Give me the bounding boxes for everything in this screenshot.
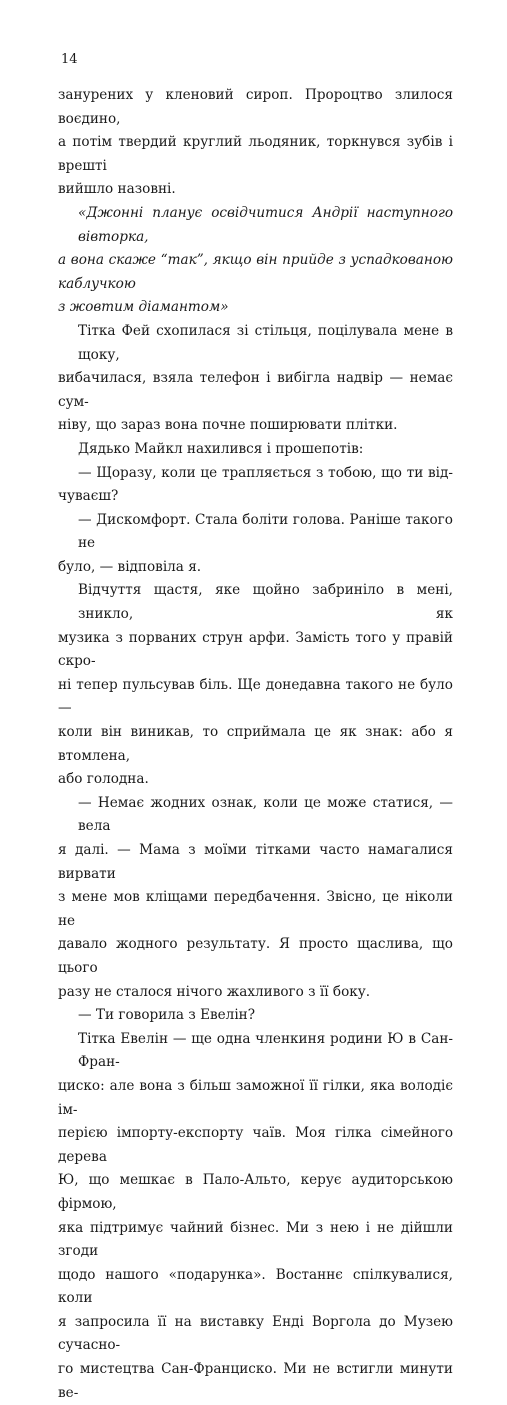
page-number: 14 <box>61 52 78 67</box>
text-line: а потім твердий круглий льодяник, торкнувся зубів і врешті <box>58 134 453 174</box>
text-line: вийшло назовні. <box>58 181 176 198</box>
text-line: було, — відповіла я. <box>58 558 202 575</box>
text-line: — Немає жодних ознак, коли це може статися, — вела <box>78 794 453 835</box>
text-line: з мене мов кліщами передбачення. Звісно, це ніколи не <box>58 889 453 929</box>
text-line: Тітка Фей схопилася зі стільця, поцілувала мене в щоку, <box>78 322 453 363</box>
text-line: циско: але вона з більш заможної її гілки, яка володіє ім- <box>58 1077 453 1118</box>
text-line: або голодна. <box>58 771 149 788</box>
text-line: перією імпорту-експорту чаїв. Моя гілка сімейного дерева <box>58 1125 453 1165</box>
text-line: — Дискомфорт. Стала боліти голова. Раніше такого не <box>78 511 453 552</box>
text-line: — Щоразу, коли це трапляється з тобою, що ти від- <box>78 464 453 481</box>
text-line: Відчуття щастя, яке щойно забриніло в мені, зникло, як <box>78 582 453 623</box>
text-line: разу не сталося нічого жахливого з її боку. <box>58 983 371 1000</box>
text-line: Тітка Евелін — ще одна членкиня родини Ю в Сан-Фран- <box>78 1030 453 1071</box>
text-line: го мистецтва Сан-Франциско. Ми не встигли минути ве- <box>58 1361 453 1401</box>
text-line: Ю, що мешкає в Пало-Альто, керує аудиторською фірмою, <box>58 1172 453 1212</box>
text-line: вибачилася, взяла телефон і вибігла надвір — немає сум- <box>58 370 453 410</box>
text-line: Дядько Майкл нахилився і прошепотів: <box>78 440 364 457</box>
text-line: а вона скаже “так”, якщо він прийде з успадкованою каблучкою <box>58 252 453 292</box>
text-line: ні тепер пульсував біль. Ще донедавна такого не було — <box>58 676 453 717</box>
text-line: — Ти говорила з Евелін? <box>78 1007 256 1024</box>
text-line: «Джонні планує освідчитися Андрії наступного вівторка, <box>78 204 453 245</box>
text-line: я далі. — Мама з моїми тітками часто намагалися вирвати <box>58 842 453 882</box>
body-text <box>58 84 453 1405</box>
text-line: ніву, що зараз вона почне поширювати плітки. <box>58 417 398 434</box>
text-line: коли він виникав, то сприймала це як знак: або я втомлена, <box>58 724 453 764</box>
text-line: яка підтримує чайний бізнес. Ми з нею і не дійшли згоди <box>58 1219 453 1260</box>
text-line: чуваєш? <box>58 488 119 505</box>
text-line: давало жодного результату. Я просто щаслива, що цього <box>58 936 453 976</box>
text-line: щодо нашого «подарунка». Востаннє спілкувалися, коли <box>58 1266 453 1307</box>
text-line: занурених у кленовий сироп. Пророцтво злилося воєдино, <box>58 87 453 127</box>
text-line: музика з порваних струн арфи. Замість того у правій скро- <box>58 629 453 670</box>
text-line: я запросила її на виставку Енді Воргола до Музею сучасно- <box>58 1313 453 1354</box>
text-line: з жовтим діамантом» <box>58 299 229 316</box>
